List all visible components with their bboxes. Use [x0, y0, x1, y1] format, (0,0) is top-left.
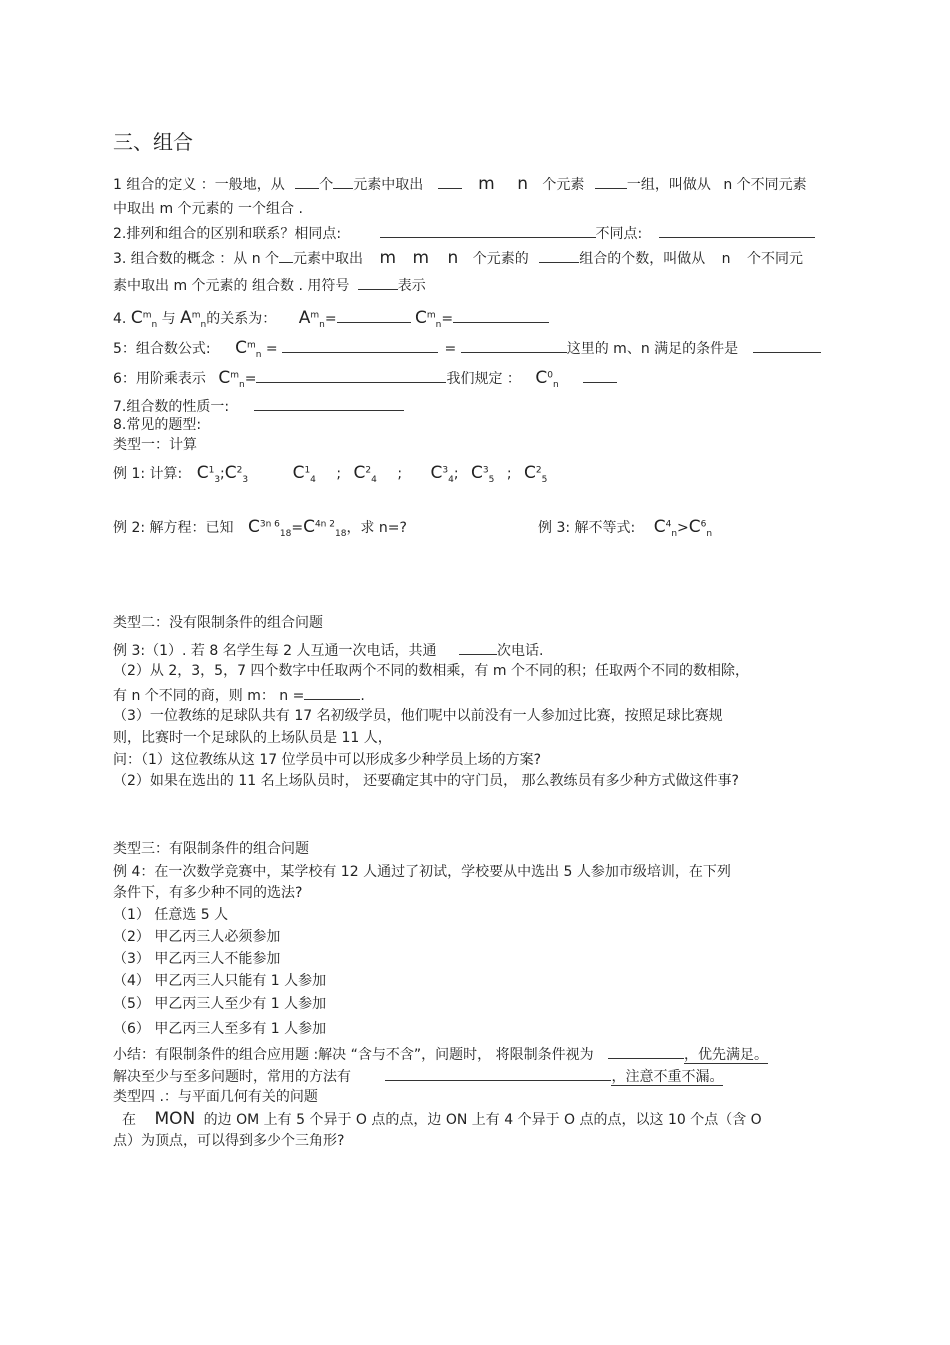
- type-four-heading: 类型四 .：与平面几何有关的问题: [113, 1089, 318, 1105]
- text: =: [265, 341, 278, 357]
- blank: [304, 685, 360, 700]
- definition-line-1: [113, 174, 807, 194]
- symbol-c: C: [224, 463, 237, 483]
- type-two-line-1: [113, 640, 543, 660]
- var-n: n: [517, 174, 528, 194]
- symbol-c: C: [235, 338, 247, 358]
- text: =: [244, 371, 257, 387]
- text: =: [324, 311, 337, 327]
- text: 元素中取出: [353, 177, 424, 193]
- sub: 5: [488, 474, 495, 485]
- sub: n: [706, 528, 713, 539]
- blank: [380, 223, 596, 238]
- type-two-line-5: 则，比赛时一个足球队的上场队员是 11 人，: [113, 730, 392, 746]
- sub: 4: [371, 474, 377, 485]
- sup: 4: [665, 519, 672, 530]
- sub: 3: [242, 474, 249, 485]
- type-two-line-3: [113, 685, 365, 705]
- blank: [461, 338, 567, 353]
- text: 例 3:（1）. 若 8 名学生每 2 人互通一次电话，共通: [113, 643, 437, 659]
- text: 在: [122, 1112, 136, 1128]
- text: n: [721, 251, 731, 267]
- blank: [333, 174, 353, 189]
- sub: 18: [334, 528, 347, 539]
- text: 有 n 个不同的商，则 m： n =: [113, 688, 305, 704]
- text: 的关系为：: [206, 311, 277, 327]
- sup: 2: [535, 465, 542, 476]
- sup: 1: [304, 465, 311, 476]
- text: 个元素的: [472, 251, 529, 267]
- sup: m: [191, 310, 201, 321]
- factorial-line: [113, 368, 617, 388]
- blank: [453, 308, 549, 323]
- example-2: [113, 518, 407, 537]
- text: 表示: [397, 278, 426, 294]
- type-two-line-7: （2）如果在选出的 11 名上场队员时， 还要确定其中的守门员， 那么教练员有多少种方式做这件事?: [113, 773, 739, 789]
- type-one-heading: 类型一：计算: [113, 437, 197, 453]
- sup: 6: [700, 519, 707, 530]
- text: n 个不同元素: [723, 177, 807, 193]
- type-four-line-2: 点）为顶点，可以得到多少个三角形?: [113, 1133, 345, 1149]
- concept-line-2: [113, 275, 426, 295]
- blank: [539, 248, 579, 263]
- text: 3. 组合数的概念 ：从 n 个: [113, 251, 280, 267]
- type-three-line-2: 条件下，有多少种不同的选法?: [113, 885, 303, 901]
- sub: n: [200, 319, 207, 330]
- text: 4.: [113, 311, 127, 327]
- text: ，注意不重不漏。: [611, 1069, 724, 1085]
- text: 一组，叫做从: [626, 177, 711, 193]
- sub: n: [151, 319, 158, 330]
- sup: 2: [236, 465, 243, 476]
- text: 不同点:: [595, 226, 643, 242]
- example-3: [538, 518, 712, 537]
- sub: 3: [214, 474, 221, 485]
- blank: [459, 640, 497, 655]
- text: 7.组合数的性质一:: [113, 399, 230, 415]
- type-two-line-4: （3）一位教练的足球队共有 17 名初级学员，他们呢中以前没有一人参加过比赛，按照足球比赛规: [113, 708, 723, 724]
- text: 组合的个数，叫做从: [579, 251, 706, 267]
- symbol-c: C: [688, 517, 701, 537]
- sup: 3: [482, 465, 489, 476]
- text: 例 2: 解方程：已知: [113, 520, 234, 536]
- text: 的边 OM 上有 5 个异于 O 点的点，边 ON 上有 4 个异于 O 点的点，以这 10 个点（含 O: [203, 1112, 762, 1128]
- sup: m: [142, 310, 152, 321]
- symbol-c: C: [471, 463, 483, 483]
- symbol-c: C: [247, 517, 260, 537]
- blank: [438, 174, 462, 189]
- text: ;: [506, 466, 512, 482]
- text: ;: [397, 466, 403, 482]
- sup: m: [230, 370, 240, 381]
- blank: [583, 368, 617, 383]
- type-two-heading: 类型二：没有限制条件的组合问题: [113, 615, 323, 631]
- list-item: （3） 甲乙丙三人不能参加: [113, 951, 281, 967]
- text: ;: [220, 466, 225, 482]
- type-two-line-2: （2）从 2，3，5，7 四个数字中任取两个不同的数相乘，有 m 个不同的积；任取两个不同的数相除，: [113, 663, 749, 679]
- text: ，求 n=?: [346, 520, 407, 536]
- symbol-c: C: [415, 308, 427, 328]
- var-m: m: [478, 174, 495, 194]
- symbol-c: C: [292, 463, 305, 483]
- symbol-c: C: [353, 463, 366, 483]
- concept-line-1: [113, 248, 803, 268]
- list-item: （5） 甲乙丙三人至少有 1 人参加: [113, 996, 327, 1012]
- sup: m: [310, 310, 320, 321]
- blank: [282, 338, 438, 353]
- blank: [279, 248, 293, 263]
- text: 素中取出 m 个元素的 组合数 . 用符号: [113, 278, 350, 294]
- definition-line-2: 中取出 m 个元素的 一个组合 .: [113, 201, 303, 217]
- blank: [753, 338, 821, 353]
- sup: 1: [208, 465, 215, 476]
- symbol-c: C: [430, 463, 443, 483]
- sub: n: [553, 379, 559, 390]
- text: 我们规定 ：: [446, 371, 521, 387]
- sub: 4: [448, 474, 454, 485]
- sup: m: [426, 310, 436, 321]
- symbol-c: C: [535, 368, 548, 388]
- type-three-heading: 类型三：有限制条件的组合问题: [113, 841, 309, 857]
- property-line: [113, 396, 404, 416]
- sup: 3: [442, 465, 449, 476]
- text: =: [444, 341, 457, 357]
- text: >: [677, 520, 689, 536]
- sup: m: [246, 340, 256, 351]
- text: ;: [336, 466, 342, 482]
- blank: [256, 368, 446, 383]
- text: 次电话.: [496, 643, 544, 659]
- text: 5：组合数公式:: [113, 341, 211, 357]
- symbol-c: C: [196, 463, 209, 483]
- blank: [659, 223, 815, 238]
- list-item: （4） 甲乙丙三人只能有 1 人参加: [113, 973, 327, 989]
- sup: 4n 2: [314, 519, 335, 530]
- list-item: （1） 任意选 5 人: [113, 907, 229, 923]
- summary-line-2: [113, 1066, 723, 1086]
- sub: 5: [541, 474, 548, 485]
- blank: [358, 275, 398, 290]
- sup: 0: [547, 370, 553, 381]
- symbol-c: C: [653, 517, 666, 537]
- types-heading: 8.常见的题型:: [113, 417, 202, 433]
- summary-line-1: [113, 1044, 768, 1064]
- angle-label: MON: [154, 1109, 196, 1129]
- blank: [385, 1066, 611, 1081]
- text: 与: [161, 311, 176, 327]
- symbol-a: A: [180, 308, 192, 328]
- var-m: m: [379, 248, 397, 268]
- text: .: [360, 688, 365, 704]
- sub: 18: [279, 528, 292, 539]
- text: 例 1: 计算:: [113, 466, 183, 482]
- compare-line: [113, 223, 815, 243]
- blank: [337, 308, 411, 323]
- blank: [608, 1044, 684, 1059]
- text: 解决至少与至多问题时，常用的方法有: [113, 1069, 351, 1085]
- text: 6：用阶乘表示: [113, 371, 206, 387]
- text: 个元素: [542, 177, 585, 193]
- relation-line: [113, 308, 549, 328]
- blank: [595, 174, 627, 189]
- text: 个: [319, 177, 334, 193]
- symbol-c: C: [303, 517, 315, 537]
- sup: 3n 6: [259, 519, 280, 530]
- symbol-c: C: [218, 368, 231, 388]
- text: ;: [453, 466, 459, 482]
- text: 1 组合的定义 ：一般地，从: [113, 177, 285, 193]
- type-two-line-6: 问：（1）这位教练从这 17 位学员中可以形成多少种学员上场的方案?: [113, 752, 542, 768]
- var-m: m: [412, 248, 430, 268]
- symbol-c: C: [130, 308, 143, 328]
- text: 个不同元: [746, 251, 803, 267]
- symbol-a: A: [298, 308, 311, 328]
- text: 例 3: 解不等式:: [538, 520, 636, 536]
- sup: 2: [365, 465, 372, 476]
- sub: n: [255, 349, 262, 360]
- blank: [254, 396, 404, 411]
- blank: [295, 174, 319, 189]
- text: 元素中取出: [293, 251, 364, 267]
- text: 2.排列和组合的区别和联系？相同点:: [113, 226, 342, 242]
- example-1: [113, 464, 547, 483]
- text: 小结：有限制条件的组合应用题 :解决 “含与不含”，问题时， 将限制条件视为: [113, 1047, 594, 1063]
- type-four-line-1: [122, 1110, 762, 1129]
- text: 这里的 m、n 满足的条件是: [566, 341, 739, 357]
- sub: n: [671, 528, 678, 539]
- sub: n: [239, 379, 245, 390]
- type-three-line-1: 例 4：在一次数学竞赛中，某学校有 12 人通过了初试，学校要从中选出 5 人参加市级培训，在下列: [113, 864, 731, 880]
- text: =: [291, 520, 304, 536]
- sub: n: [435, 319, 442, 330]
- list-item: （6） 甲乙丙三人至多有 1 人参加: [113, 1021, 327, 1037]
- text: =: [441, 311, 454, 327]
- list-item: （2） 甲乙丙三人必须参加: [113, 929, 281, 945]
- text: ，优先满足。: [684, 1047, 769, 1063]
- formula-line: [113, 338, 821, 358]
- var-n: n: [447, 248, 459, 268]
- sub: 4: [310, 474, 316, 485]
- symbol-c: C: [523, 463, 536, 483]
- sub: n: [319, 319, 325, 330]
- page-title: 三、组合: [113, 130, 193, 154]
